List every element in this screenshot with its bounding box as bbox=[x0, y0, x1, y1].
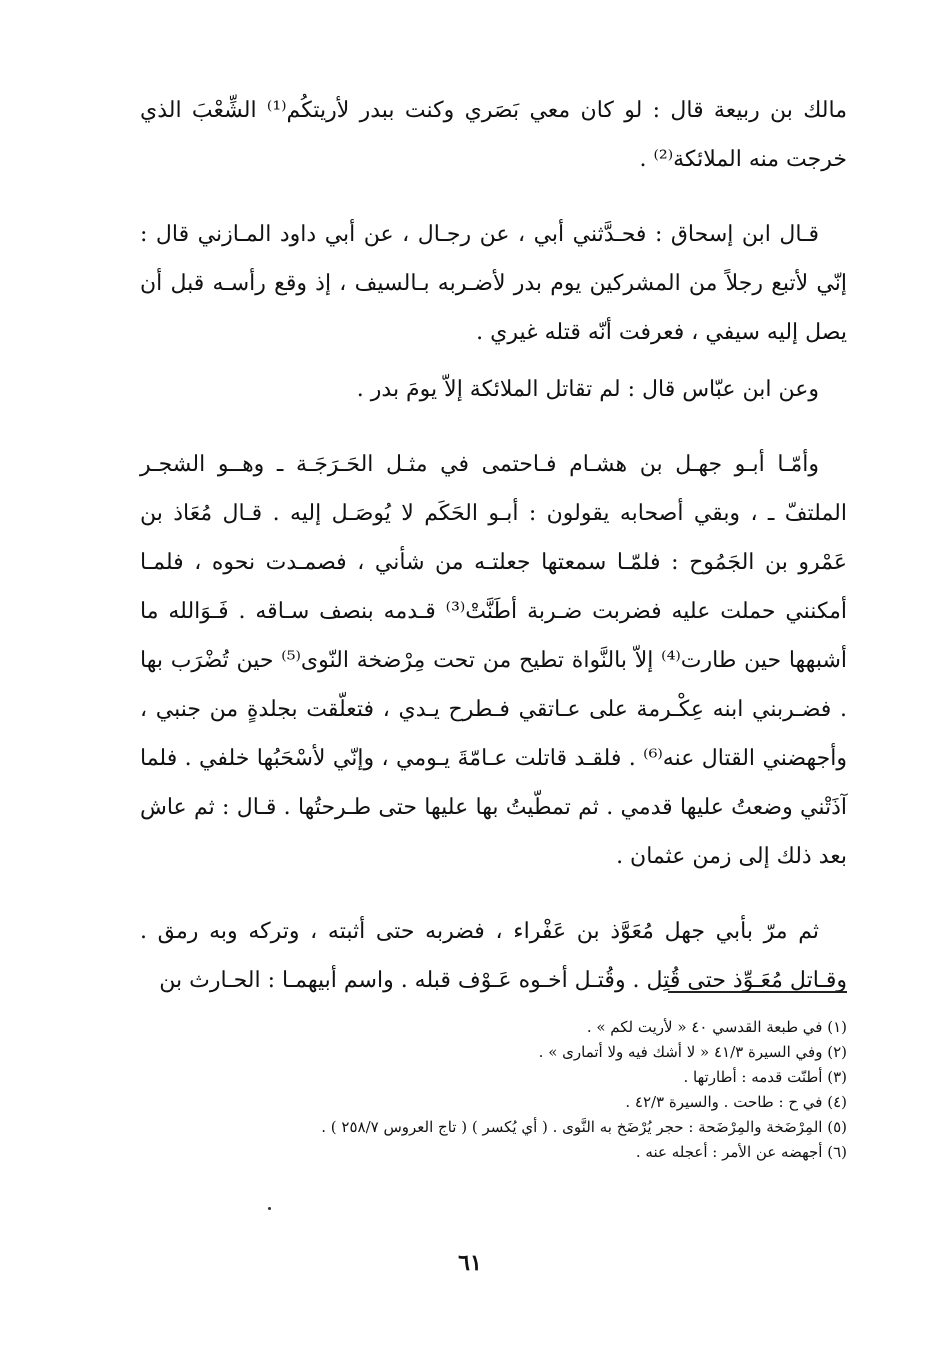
footnote-divider bbox=[668, 991, 847, 993]
footnotes bbox=[200, 1015, 847, 1165]
footnote-5: (٥) المِرْضَخة والمِرْضَحة : حجر يُرْضَخ به النَّوى . ( أي يُكسر ) ( تاج العروس ٢٥٨/٧ ) . bbox=[321, 1118, 847, 1136]
footnote-1: (١) في طبعة القدسي ٤٠ « لأريت لكم » . bbox=[586, 1018, 847, 1036]
footnote-4: (٤) في ح : طاحت . والسيرة ٤٢/٣ . bbox=[625, 1093, 847, 1111]
paragraph-5: ثم مرّ بأبي جهل مُعَوَّذ بن عَفْراء ، فضربه حتى أثبته ، وتركه وبه رمق . وقـاتل مُعَـوِّذ حتى قُتِل . وقُتـل أخـوه عَـوْف قبله . واسم أبيهمـا : الحـارث بن bbox=[140, 919, 847, 993]
paragraph-2: قـال ابن إسحاق : فحـدَّثني أبي ، عن رجـال ، عن أبي داود المـازني قال : إنّي لأتبع رجلاً من المشركين يوم بدر لأضـربه بـالسيف ، إذ وقع رأسـه قبل أن يصل إليه سيفي ، فعرفت أنّه قتله غيري . bbox=[140, 222, 847, 345]
page-number: ٦١ bbox=[458, 1250, 482, 1276]
main-text bbox=[140, 86, 847, 1005]
paragraph-1: مالك بن ربيعة قال : لو كان معي بَصَري وكنت ببدر لأريتكُم⁽¹⁾ الشِّعْبَ الذي خرجت منه الملائكة⁽²⁾ . bbox=[140, 98, 847, 172]
footnote-3: (٣) أطنّت قدمه : أطارتها . bbox=[683, 1068, 847, 1086]
paragraph-3: وعن ابن عبّاس قال : لم تقاتل الملائكة إلاّ يومَ بدر . bbox=[356, 377, 819, 402]
paragraph-4: وأمّـا أبـو جهـل بن هشـام فـاحتمى في مثـل الحَـرَجَـة ـ وهــو الشجـر الملتفّ ـ ، وبقي أصحابه يقولون : أبـو الحَكَم لا يُوصَـل إليه . قـال مُعَاذ بن عَمْرو بن الجَمُوح : فلمّـا سمعتها جعلتـه من شأني ، فصمـدت نحوه ، فلمـا أمكنني حملت عليه فضربت ضـربة أطَنَّتْ⁽³⁾ قـدمه بنصف سـاقه . فَـوَالله ما أشبهها حين طارت⁽⁴⁾ إلاّ بالنَّواة تطيح من تحت مِرْضخة النّوى⁽⁵⁾ حين تُضْرَب بها . فضـربني ابنه عِكْـرمة على عـاتقي فـطرح يـدي ، فتعلّقت بجلدةٍ من جنبي ، وأجهضني القتال عنه⁽⁶⁾ . فلقـد قاتلت عـامّةَ يـومي ، وإنّي لأسْحَبُها خلفي . فلما آذَتْني وضعتُ عليها قدمي . ثم تمطّيتُ بها عليها حتى طـرحتُها . قـال : ثم عاش بعد ذلك إلى زمن عثمان . bbox=[140, 452, 848, 869]
footnote-2: (٢) وفي السيرة ٤١/٣ « لا أشك فيه ولا أتمارى » . bbox=[538, 1043, 847, 1061]
ink-speck bbox=[268, 1207, 271, 1210]
footnote-6: (٦) أجهضه عن الأمر : أعجله عنه . bbox=[635, 1143, 847, 1161]
